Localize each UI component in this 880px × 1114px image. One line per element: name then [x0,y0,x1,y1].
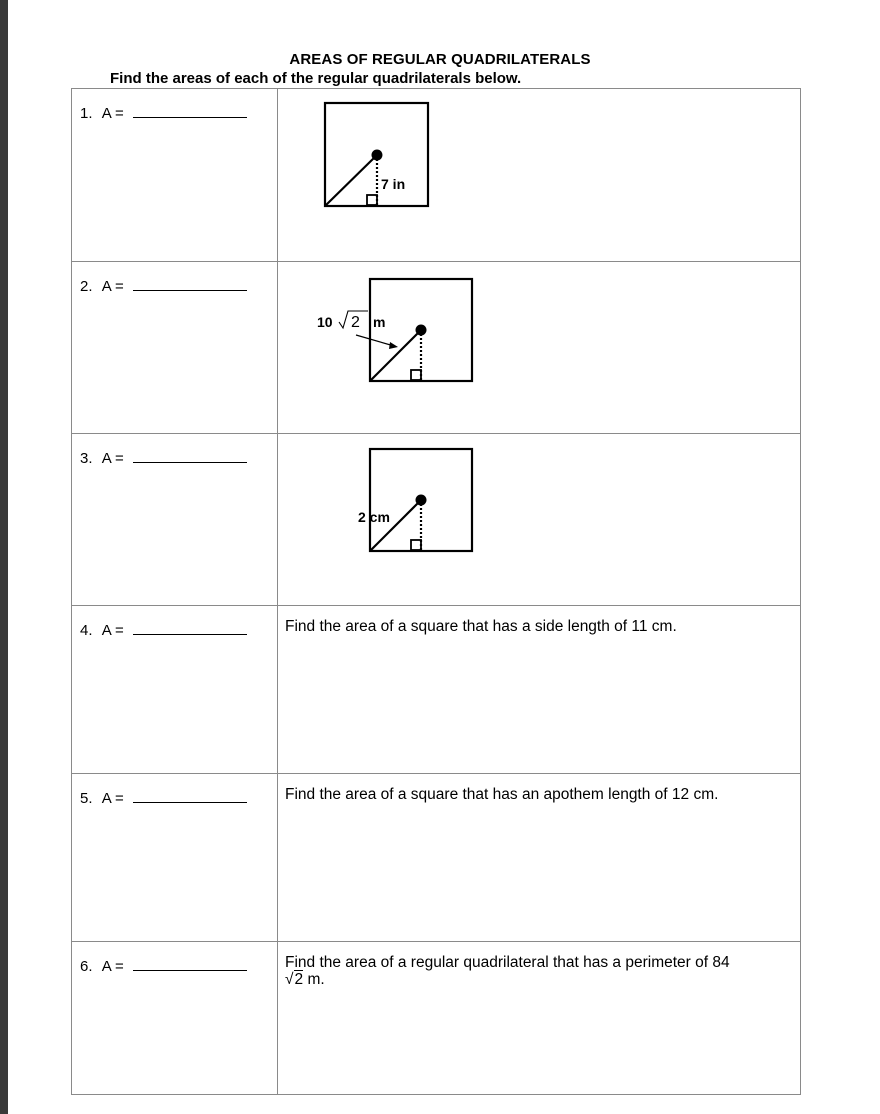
answer-cell [72,434,278,606]
answer-cell [72,774,278,942]
apothem-label: 7 in [381,176,406,192]
answer-label [72,942,277,975]
problem-number: 6. [80,958,93,975]
answer-prefix: A = [101,278,124,295]
answer-cell [72,942,278,1095]
question-cell [278,942,801,1095]
right-angle-marker [367,195,377,205]
answer-cell [72,262,278,434]
problem-number: 3. [80,450,93,467]
answer-blank[interactable] [133,450,247,463]
answer-prefix: A = [101,790,124,807]
table-row [72,262,801,434]
answer-label [72,262,277,295]
answer-prefix: A = [101,105,124,122]
problem-number: 5. [80,790,93,807]
answer-blank[interactable] [133,622,247,635]
answer-prefix: A = [101,622,124,639]
square-figure-2 [314,276,494,396]
problem-table [71,88,801,1095]
radius-line [370,330,421,381]
answer-prefix: A = [101,450,124,467]
table-row [72,434,801,606]
square-figure-1 [323,101,443,221]
answer-blank[interactable] [133,105,247,118]
svg-text:m: m [373,314,386,330]
center-dot [416,325,427,336]
table-row [72,89,801,262]
figure-cell [278,89,801,262]
worksheet-instructions: Find the areas of each of the regular quadrilaterals below. [110,70,522,87]
question-cell [278,606,801,774]
problem-number: 1. [80,105,93,122]
answer-prefix: A = [101,958,124,975]
answer-label [72,434,277,467]
table-row [72,942,801,1095]
right-angle-marker [411,540,421,550]
radius-line [370,500,421,551]
question-text: Find the area of a square that has a side length of 11 cm. [285,618,677,635]
answer-label [72,774,277,807]
figure-cell [278,434,801,606]
problem-number: 4. [80,622,93,639]
center-dot [416,495,427,506]
radius-label: 2 cm [358,509,390,525]
center-dot [372,150,383,161]
problem-number: 2. [80,278,93,295]
answer-blank[interactable] [133,278,247,291]
worksheet-title: AREAS OF REGULAR QUADRILATERALS [289,51,591,68]
table-row [72,606,801,774]
question-text: Find the area of a square that has an apothem length of 12 cm. [285,786,719,803]
square-figure-3 [358,446,488,566]
question-text: Find the area of a regular quadrilateral that has a perimeter of 84 √2 m. [285,954,730,988]
question-cell [278,774,801,942]
table-row [72,774,801,942]
answer-label [72,606,277,639]
figure-cell [278,262,801,434]
svg-text:2: 2 [351,314,360,331]
radical-expression: √2 [285,971,304,988]
window-edge [0,0,8,1114]
arrow-icon [356,335,398,349]
radius-line [325,155,377,206]
answer-cell [72,606,278,774]
answer-blank[interactable] [133,790,247,803]
answer-blank[interactable] [133,958,247,971]
right-angle-marker [411,370,421,380]
answer-cell [72,89,278,262]
radius-label [317,311,385,331]
svg-text:10: 10 [317,314,333,330]
answer-label [72,89,277,122]
